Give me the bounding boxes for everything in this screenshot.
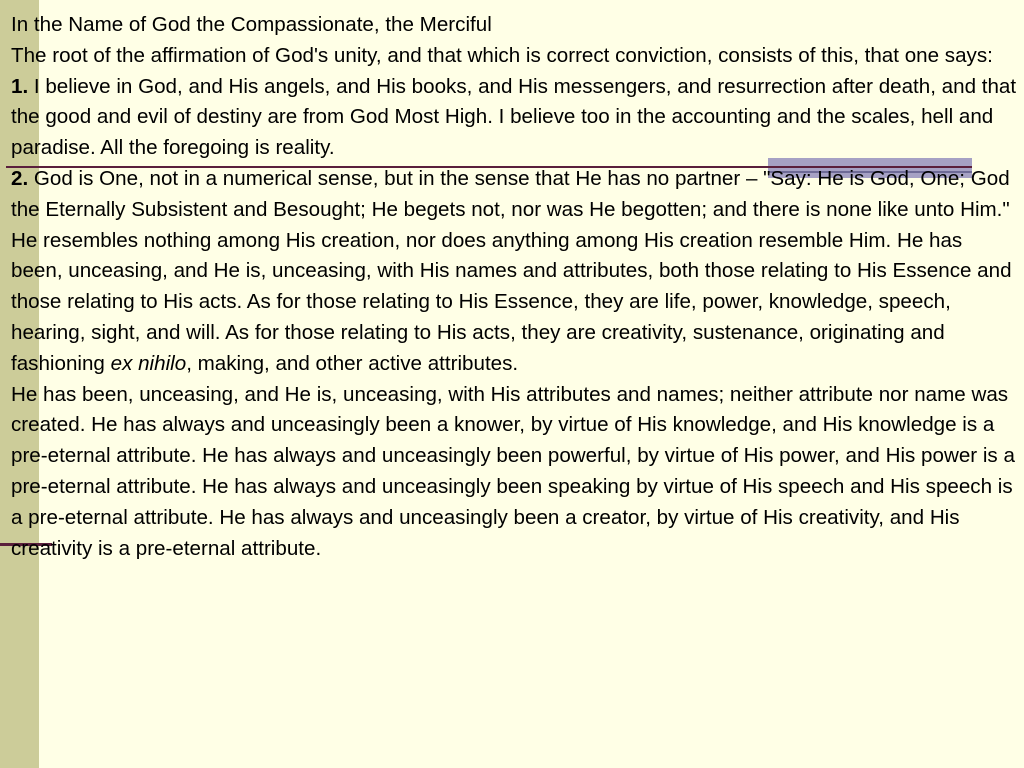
item-2-text-after: , making, and other active attributes.	[186, 351, 519, 375]
item-1-number: 1.	[11, 74, 29, 98]
item-2-italic-phrase: ex nihilo	[110, 351, 187, 375]
closing-paragraph: He has been, unceasing, and He is, unceasing, with His attributes and names; neither attribute nor name was created. He has always and unceasingly been a knower, by virtue of His knowledge, and His knowledge is a pre-eternal attribute. He has always and unceasingly been powerful, by virtue of His power, and His power is a pre-eternal attribute. He has always and unceasingly been speaking by virtue of His speech and His speech is a pre-eternal attribute. He has always and unceasingly been a creator, by virtue of His creativity, and His creativity is a pre-eternal attribute.	[11, 382, 1015, 560]
heading: In the Name of God the Compassionate, the Merciful	[11, 13, 492, 36]
item-2-text-before: God is One, not in a numerical sense, but in the sense that He has no partner – "Say: He is God, One; God the Eternally Subsistent and Besought; He begets not, nor was He begotten; and there is none like unto Him." He resembles nothing among His creation, nor does anything among His creation resemble Him. He has been, unceasing, and He is, unceasing, with His names and attributes, both those relating to His Essence and those relating to His acts. As for those relating to His Essence, they are life, power, knowledge, speech, hearing, sight, and will. As for those relating to His acts, they are creativity, sustenance, originating and fashioning	[11, 166, 1012, 375]
item-1	[11, 72, 1019, 164]
item-2	[11, 164, 1019, 380]
item-2-number: 2.	[11, 166, 29, 190]
slide-text-body	[11, 10, 1019, 564]
intro-paragraph: The root of the affirmation of God's unity, and that which is correct conviction, consists of this, that one says:	[11, 43, 993, 67]
item-1-text: I believe in God, and His angels, and His books, and His messengers, and resurrection after death, and that the good and evil of destiny are from God Most High. I believe too in the accounting and the scales, hell and paradise. All the foregoing is reality.	[11, 74, 1017, 160]
